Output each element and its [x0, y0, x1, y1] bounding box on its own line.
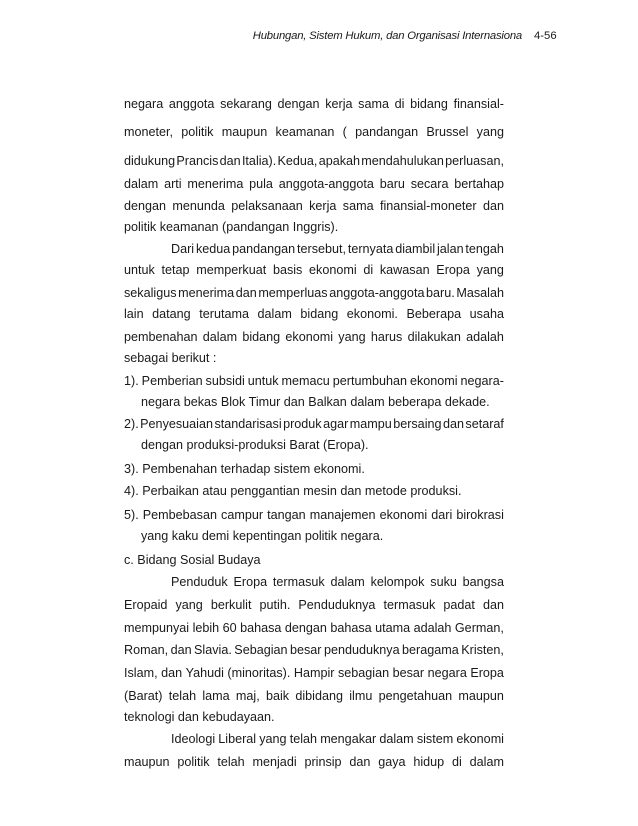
- word: dilakukan: [407, 330, 461, 344]
- word: 2).: [124, 417, 139, 431]
- text-line: [124, 416, 504, 432]
- text-line: [124, 176, 504, 192]
- word: Islam,: [124, 666, 158, 680]
- text-line: [124, 620, 504, 636]
- word: pengetahuan: [378, 689, 453, 703]
- word: penduduknya: [323, 643, 400, 657]
- word: perluasan,: [445, 154, 504, 168]
- word: padat: [443, 598, 475, 612]
- word: negara-: [460, 374, 504, 388]
- word: tetap: [161, 263, 190, 277]
- word: Dari: [171, 242, 195, 256]
- word: Pembebasan: [142, 508, 217, 522]
- word: untuk: [124, 263, 155, 277]
- word: jalan: [436, 242, 464, 256]
- word: Masalah: [456, 286, 504, 300]
- word: dalam: [124, 177, 159, 191]
- word: kawasan: [379, 263, 430, 277]
- word: utama: [375, 621, 411, 635]
- page-number: 4-56: [534, 30, 557, 42]
- word: baik: [265, 689, 290, 703]
- word: telah: [289, 732, 318, 746]
- word: sistem: [416, 732, 454, 746]
- word: Roman,: [124, 643, 169, 657]
- word: baru.: [426, 286, 455, 300]
- text-line: c. Bidang Sosial Budaya: [124, 553, 261, 567]
- word: keamanan: [275, 125, 335, 139]
- word: mempunyai: [124, 621, 190, 635]
- word: besar: [392, 666, 425, 680]
- word: prinsip: [304, 755, 342, 769]
- word: Prancis: [176, 154, 219, 168]
- word: Eropa: [233, 575, 268, 589]
- word: di: [363, 263, 374, 277]
- word: negara: [427, 666, 467, 680]
- word: bidang: [300, 307, 339, 321]
- word: maupun: [124, 755, 170, 769]
- text-line: [124, 285, 504, 301]
- word: campur: [221, 508, 264, 522]
- word: dari: [431, 508, 453, 522]
- word: kedua: [195, 242, 231, 256]
- word: beragama: [402, 643, 459, 657]
- word: lama: [202, 689, 230, 703]
- word: basis: [272, 263, 303, 277]
- word: hidup: [413, 755, 445, 769]
- word: menerima: [178, 286, 235, 300]
- word: Hampir: [293, 666, 335, 680]
- word: pandangan: [355, 125, 419, 139]
- word: sekarang: [220, 97, 272, 111]
- word: Eropaid: [124, 598, 168, 612]
- word: dalam: [257, 307, 292, 321]
- word: di: [394, 97, 405, 111]
- word: maj,: [235, 689, 260, 703]
- word: bangsa: [462, 575, 504, 589]
- word: datang: [152, 307, 191, 321]
- word: menerima: [187, 177, 244, 191]
- word: pula: [249, 177, 273, 191]
- word: finansial-moneter: [379, 199, 477, 213]
- word: standarisasi: [214, 417, 282, 431]
- text-line: 3). Pembenahan terhadap sistem ekonomi.: [124, 462, 365, 476]
- word: memperluas: [258, 286, 328, 300]
- word: sekaligus: [124, 286, 177, 300]
- word: maupun: [221, 125, 268, 139]
- word: 5).: [124, 508, 139, 522]
- word: dibidang: [295, 689, 343, 703]
- word: lebih: [192, 621, 220, 635]
- word: moneter,: [124, 125, 174, 139]
- word: memacu: [281, 374, 330, 388]
- word: dalam: [330, 575, 365, 589]
- word: Liberal: [218, 732, 257, 746]
- word: Slavia.: [194, 643, 232, 657]
- text-line: negara bekas Blok Timur dan Balkan dalam beberapa dekade.: [141, 395, 490, 409]
- word: bidang: [242, 330, 281, 344]
- text-line: 4). Perbaikan atau penggantian mesin dan metode produksi.: [124, 484, 462, 498]
- word: ekonomi: [309, 263, 357, 277]
- word: bahasa: [240, 621, 282, 635]
- word: mengakar: [320, 732, 377, 746]
- word: berkulit: [210, 598, 252, 612]
- word: bertahap: [454, 177, 504, 191]
- word: tersebut,: [297, 242, 347, 256]
- word: usaha: [469, 307, 504, 321]
- word: ilmu: [349, 689, 373, 703]
- word: produk: [283, 417, 322, 431]
- word: ekonomi.: [346, 307, 398, 321]
- word: sama: [342, 199, 374, 213]
- word: gaya: [378, 755, 406, 769]
- word: Ideologi: [171, 732, 216, 746]
- text-line: [124, 373, 504, 389]
- word: tangan: [267, 508, 306, 522]
- text-line: dengan produksi-produksi Barat (Eropa).: [141, 438, 369, 452]
- word: German,: [454, 621, 504, 635]
- word: memperkuat: [196, 263, 267, 277]
- word: ekonomi: [409, 374, 458, 388]
- word: (: [342, 125, 347, 139]
- word: Eropa: [470, 666, 504, 680]
- word: dan: [219, 154, 241, 168]
- running-header-title: Hubungan, Sistem Hukum, dan Organisasi Internasiona: [252, 30, 522, 42]
- word: Yahudi: [185, 666, 224, 680]
- word: apakah: [318, 154, 361, 168]
- word: adalah: [466, 330, 504, 344]
- word: termasuk: [383, 598, 436, 612]
- word: telah: [217, 755, 245, 769]
- word: kerja: [325, 97, 353, 111]
- word: ekonomi: [456, 732, 504, 746]
- text-line: sebagai berikut :: [124, 351, 217, 365]
- text-line: [124, 198, 504, 214]
- word: harus: [370, 330, 403, 344]
- word: dan: [235, 286, 257, 300]
- word: politik: [177, 755, 210, 769]
- word: bersaing: [393, 417, 442, 431]
- text-line: teknologi dan kebudayaan.: [124, 710, 275, 724]
- word: putih.: [259, 598, 291, 612]
- word: bidang: [410, 97, 448, 111]
- word: yang: [259, 732, 287, 746]
- word: menunda: [172, 199, 225, 213]
- word: yang: [338, 330, 366, 344]
- word: Kristen,: [461, 643, 504, 657]
- word: didukung: [124, 154, 176, 168]
- text-line: [124, 597, 504, 613]
- word: yang: [476, 125, 504, 139]
- word: baru: [379, 177, 405, 191]
- word: yang: [476, 263, 504, 277]
- word: Penyesuaian: [140, 417, 213, 431]
- word: 1).: [124, 374, 139, 388]
- text-line: politik keamanan (pandangan Inggris).: [124, 220, 339, 234]
- page-header: [0, 30, 638, 50]
- word: 60: [222, 621, 237, 635]
- word: mampu: [349, 417, 392, 431]
- text-line: [124, 688, 504, 704]
- word: dan: [482, 598, 504, 612]
- word: kerja: [309, 199, 337, 213]
- word: Penduduknya: [298, 598, 376, 612]
- text-line: [124, 153, 504, 169]
- text-line: [124, 306, 504, 322]
- word: anggota-anggota: [329, 286, 425, 300]
- text-line: [124, 642, 504, 658]
- word: Kedua,: [277, 154, 318, 168]
- word: Pemberian: [141, 374, 203, 388]
- word: finansial-: [453, 97, 504, 111]
- word: setaraf: [465, 417, 504, 431]
- word: pelaksanaan: [231, 199, 303, 213]
- word: untuk: [247, 374, 279, 388]
- word: secara: [410, 177, 449, 191]
- text-line: [171, 241, 504, 257]
- word: dan: [442, 417, 464, 431]
- word: Beberapa: [406, 307, 462, 321]
- word: menjadi: [252, 755, 297, 769]
- word: dalam: [202, 330, 238, 344]
- word: besar: [289, 643, 322, 657]
- word: agar: [323, 417, 349, 431]
- text-line: [171, 731, 504, 747]
- word: ekonomi: [285, 330, 334, 344]
- word: suku: [430, 575, 457, 589]
- word: di: [452, 755, 462, 769]
- word: Brussel: [426, 125, 469, 139]
- word: Penduduk: [171, 575, 228, 589]
- word: maupun: [458, 689, 504, 703]
- word: anggota: [168, 97, 215, 111]
- word: dengan: [284, 621, 327, 635]
- word: pembenahan: [124, 330, 198, 344]
- word: termasuk: [272, 575, 325, 589]
- word: sama: [358, 97, 389, 111]
- word: pandangan: [232, 242, 296, 256]
- word: dengan: [277, 97, 320, 111]
- word: yang: [175, 598, 203, 612]
- word: Eropa: [436, 263, 470, 277]
- word: dan: [349, 755, 371, 769]
- word: dengan: [124, 199, 167, 213]
- word: dalam: [469, 755, 504, 769]
- word: birokrasi: [456, 508, 504, 522]
- word: ternyata: [347, 242, 394, 256]
- word: Sebagian: [234, 643, 288, 657]
- word: arti: [164, 177, 182, 191]
- word: ekonomi: [379, 508, 428, 522]
- word: manajemen: [309, 508, 376, 522]
- word: dalam: [379, 732, 414, 746]
- word: diambil: [395, 242, 436, 256]
- word: subsidi: [205, 374, 245, 388]
- word: tengah: [465, 242, 504, 256]
- word: kelompok: [370, 575, 425, 589]
- text-line: [124, 124, 504, 140]
- text-line: [124, 96, 504, 112]
- text-line: [124, 665, 504, 681]
- word: anggota-anggota: [278, 177, 374, 191]
- word: pertumbuhan: [332, 374, 407, 388]
- text-line: [171, 574, 504, 590]
- word: dan: [161, 666, 183, 680]
- text-line: [124, 329, 504, 345]
- word: dan: [482, 199, 504, 213]
- word: mendahulukan: [361, 154, 444, 168]
- word: (minoritas).: [227, 666, 291, 680]
- text-line: [124, 754, 504, 770]
- word: Italia).: [241, 154, 277, 168]
- word: bahasa: [330, 621, 372, 635]
- word: negara: [124, 97, 164, 111]
- word: lain: [124, 307, 144, 321]
- word: politik: [181, 125, 214, 139]
- word: sebagian: [337, 666, 390, 680]
- text-line: [124, 507, 504, 523]
- word: telah: [168, 689, 197, 703]
- text-line: [124, 262, 504, 278]
- word: terutama: [199, 307, 249, 321]
- word: adalah: [413, 621, 452, 635]
- word: (Barat): [124, 689, 163, 703]
- text-line: yang kaku demi kepentingan politik negara.: [141, 529, 384, 543]
- word: dan: [170, 643, 192, 657]
